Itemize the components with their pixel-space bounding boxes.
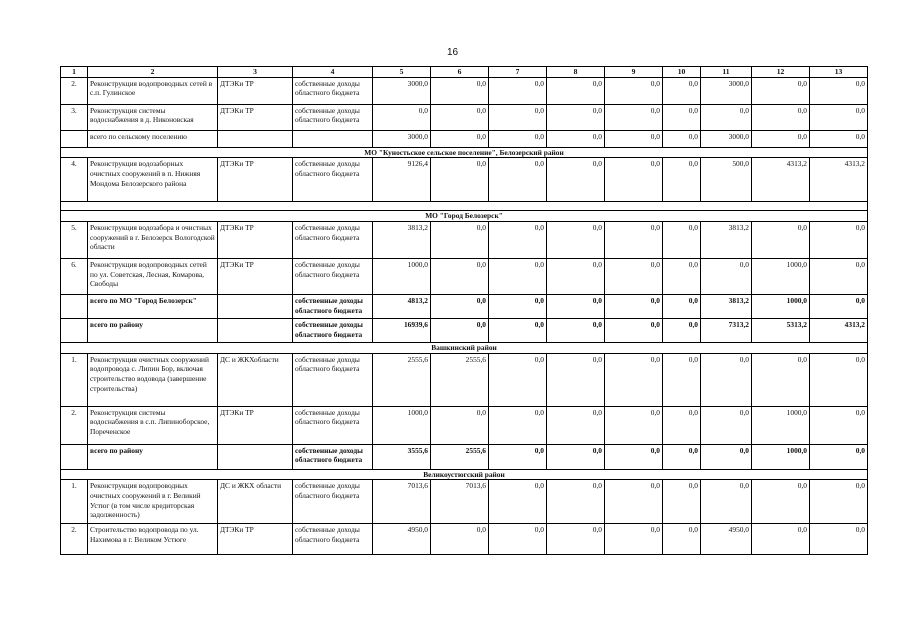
amount-cell: 0,0 [810,353,868,406]
amount-cell: 0,0 [810,295,868,319]
column-header: 13 [810,67,868,78]
amount-cell: 0,0 [701,480,752,524]
column-header: 1 [61,67,88,78]
total-row [61,295,868,319]
funding-source: собственные доходы областного бюджета [293,480,373,524]
table-row [61,353,868,406]
project-name: Реконструкция водопроводных сетей в с.п. Гулинское [88,77,218,104]
row-number: 2. [61,406,88,444]
amount-cell: 0,0 [431,104,489,130]
amount-cell: 0,0 [663,406,701,444]
responsible-org [218,319,293,343]
column-header: 5 [373,67,431,78]
funding-source: собственные доходы областного бюджета [293,524,373,555]
amount-cell: 4813,2 [373,295,431,319]
section-header-row [61,469,868,480]
table-row [61,222,868,259]
budget-table [60,66,868,555]
amount-cell: 0,0 [663,222,701,259]
responsible-org: ДТЭКи ТР [218,77,293,104]
funding-source: собственные доходы областного бюджета [293,295,373,319]
project-name: всего по сельскому поселению [88,130,218,147]
project-name: Реконструкция системы водоснабжения в с.п. Липиноборское, Пореченское [88,406,218,444]
amount-cell: 0,0 [663,77,701,104]
amount-cell: 0,0 [489,104,547,130]
amount-cell: 0,0 [701,259,752,295]
column-header: 11 [701,67,752,78]
amount-cell: 3813,2 [701,295,752,319]
amount-cell: 0,0 [547,353,605,406]
column-header: 7 [489,67,547,78]
row-number: 1. [61,353,88,406]
amount-cell: 1000,0 [373,406,431,444]
amount-cell: 0,0 [605,480,663,524]
responsible-org [218,444,293,469]
project-name: Реконструкция системы водоснабжения в д. Никоновская [88,104,218,130]
amount-cell: 5313,2 [752,319,810,343]
amount-cell: 0,0 [810,130,868,147]
amount-cell: 0,0 [810,104,868,130]
table-row [61,158,868,202]
amount-cell: 1000,0 [752,444,810,469]
row-number: 4. [61,158,88,202]
amount-cell: 0,0 [752,130,810,147]
amount-cell: 0,0 [605,130,663,147]
amount-cell: 0,0 [547,158,605,202]
amount-cell: 4950,0 [373,524,431,555]
amount-cell: 0,0 [547,259,605,295]
responsible-org: ДТЭКи ТР [218,524,293,555]
project-name: всего по району [88,319,218,343]
amount-cell: 4313,2 [752,158,810,202]
responsible-org: ДТЭКи ТР [218,104,293,130]
amount-cell: 0,0 [752,480,810,524]
amount-cell: 0,0 [489,524,547,555]
amount-cell: 0,0 [489,158,547,202]
row-number [61,130,88,147]
amount-cell: 0,0 [547,406,605,444]
amount-cell: 0,0 [431,222,489,259]
responsible-org: ДТЭКи ТР [218,158,293,202]
funding-source: собственные доходы областного бюджета [293,158,373,202]
amount-cell: 0,0 [431,295,489,319]
amount-cell: 0,0 [752,77,810,104]
amount-cell: 0,0 [431,524,489,555]
amount-cell: 0,0 [663,259,701,295]
amount-cell: 0,0 [605,524,663,555]
amount-cell: 0,0 [373,104,431,130]
responsible-org: ДС и ЖКХобласти [218,353,293,406]
spacer-cell [61,202,868,211]
amount-cell: 0,0 [605,77,663,104]
amount-cell: 0,0 [663,319,701,343]
amount-cell: 0,0 [701,353,752,406]
amount-cell: 0,0 [663,295,701,319]
amount-cell: 16939,6 [373,319,431,343]
row-number: 6. [61,259,88,295]
section-title: Вашкинский район [61,343,868,354]
total-row [61,319,868,343]
amount-cell: 4313,2 [810,319,868,343]
amount-cell: 1000,0 [752,295,810,319]
project-name: всего по району [88,444,218,469]
amount-cell: 500,0 [701,158,752,202]
amount-cell: 0,0 [605,353,663,406]
amount-cell: 0,0 [547,222,605,259]
spacer-row [61,202,868,211]
total-row [61,130,868,147]
section-title: Великоустюгский район [61,469,868,480]
row-number: 2. [61,524,88,555]
amount-cell: 0,0 [431,319,489,343]
amount-cell: 3000,0 [701,77,752,104]
page-number: 16 [446,47,459,58]
column-header: 2 [88,67,218,78]
amount-cell: 2555,6 [431,353,489,406]
table-row [61,480,868,524]
amount-cell: 0,0 [810,222,868,259]
amount-cell: 0,0 [547,130,605,147]
funding-source: собственные доходы областного бюджета [293,222,373,259]
amount-cell: 0,0 [810,259,868,295]
amount-cell: 0,0 [489,406,547,444]
amount-cell: 0,0 [605,222,663,259]
funding-source: собственные доходы областного бюджета [293,444,373,469]
amount-cell: 0,0 [547,524,605,555]
amount-cell: 0,0 [489,480,547,524]
amount-cell: 0,0 [605,158,663,202]
amount-cell: 0,0 [547,77,605,104]
amount-cell: 0,0 [663,353,701,406]
column-header: 9 [605,67,663,78]
amount-cell: 0,0 [605,319,663,343]
column-header: 10 [663,67,701,78]
amount-cell: 0,0 [431,406,489,444]
amount-cell: 0,0 [752,524,810,555]
amount-cell: 0,0 [547,444,605,469]
responsible-org: ДТЭКи ТР [218,259,293,295]
amount-cell: 0,0 [489,295,547,319]
amount-cell: 3813,2 [373,222,431,259]
table-header-row [61,67,868,78]
project-name: Реконструкция водопроводных очистных сооружений в г. Великий Устюг (в том числе кредиторская задолженность) [88,480,218,524]
amount-cell: 0,0 [547,295,605,319]
section-header-row [61,147,868,158]
amount-cell: 0,0 [810,480,868,524]
amount-cell: 3555,6 [373,444,431,469]
column-header: 4 [293,67,373,78]
amount-cell: 7013,6 [431,480,489,524]
row-number: 3. [61,104,88,130]
row-number [61,444,88,469]
responsible-org [218,295,293,319]
amount-cell: 0,0 [701,406,752,444]
table-row [61,77,868,104]
responsible-org: ДТЭКи ТР [218,406,293,444]
row-number: 1. [61,480,88,524]
column-header: 6 [431,67,489,78]
amount-cell: 9126,4 [373,158,431,202]
amount-cell: 0,0 [547,104,605,130]
amount-cell: 0,0 [810,444,868,469]
amount-cell: 0,0 [663,524,701,555]
amount-cell: 1000,0 [373,259,431,295]
project-name: Строительство водопровода по ул. Нахимова в г. Великом Устюге [88,524,218,555]
amount-cell: 0,0 [605,259,663,295]
amount-cell: 3000,0 [373,77,431,104]
responsible-org: ДТЭКи ТР [218,222,293,259]
amount-cell: 0,0 [489,353,547,406]
amount-cell: 3000,0 [373,130,431,147]
responsible-org: ДС и ЖКХ области [218,480,293,524]
section-header-row [61,343,868,354]
amount-cell: 3000,0 [701,130,752,147]
amount-cell: 0,0 [752,222,810,259]
amount-cell: 2555,6 [373,353,431,406]
amount-cell: 0,0 [663,444,701,469]
funding-source: собственные доходы областного бюджета [293,77,373,104]
amount-cell: 0,0 [605,406,663,444]
table-row [61,524,868,555]
amount-cell: 0,0 [605,444,663,469]
funding-source [293,130,373,147]
amount-cell: 0,0 [605,295,663,319]
funding-source: собственные доходы областного бюджета [293,319,373,343]
project-name: Реконструкция очистных сооружений водопровода с. Липин Бор, включая строительство водовода (завершение строительства) [88,353,218,406]
column-header: 8 [547,67,605,78]
responsible-org [218,130,293,147]
amount-cell: 4950,0 [701,524,752,555]
amount-cell: 0,0 [547,480,605,524]
project-name: Реконструкция водозаборных очистных сооружений в п. Нижняя Мондома Белозерского района [88,158,218,202]
amount-cell: 0,0 [547,319,605,343]
total-row [61,444,868,469]
amount-cell: 0,0 [663,104,701,130]
amount-cell: 0,0 [489,130,547,147]
project-name: Реконструкция водопроводных сетей по ул. Советская, Лесная, Комарова, Свободы [88,259,218,295]
amount-cell: 0,0 [810,406,868,444]
amount-cell: 1000,0 [752,406,810,444]
table-row [61,104,868,130]
amount-cell: 0,0 [431,77,489,104]
row-number: 5. [61,222,88,259]
table-body [61,77,868,555]
amount-cell: 0,0 [489,259,547,295]
amount-cell: 0,0 [489,319,547,343]
amount-cell: 0,0 [431,158,489,202]
amount-cell: 0,0 [752,104,810,130]
amount-cell: 0,0 [701,104,752,130]
column-header: 12 [752,67,810,78]
row-number [61,295,88,319]
amount-cell: 7313,2 [701,319,752,343]
amount-cell: 0,0 [810,77,868,104]
project-name: Реконструкция водозабора и очистных сооружений в г. Белозерск Вологодской области [88,222,218,259]
amount-cell: 0,0 [431,259,489,295]
section-title: МО "Куностьское сельское поселение", Белозерский район [61,147,868,158]
section-header-row [61,211,868,222]
amount-cell: 0,0 [663,130,701,147]
funding-source: собственные доходы областного бюджета [293,259,373,295]
funding-source: собственные доходы областного бюджета [293,353,373,406]
amount-cell: 0,0 [752,353,810,406]
amount-cell: 7013,6 [373,480,431,524]
funding-source: собственные доходы областного бюджета [293,104,373,130]
amount-cell: 0,0 [701,444,752,469]
section-title: МО "Город Белозерск" [61,211,868,222]
table-row [61,406,868,444]
table-row [61,259,868,295]
amount-cell: 0,0 [431,130,489,147]
amount-cell: 1000,0 [752,259,810,295]
amount-cell: 3813,2 [701,222,752,259]
amount-cell: 0,0 [489,444,547,469]
amount-cell: 0,0 [489,222,547,259]
amount-cell: 2555,6 [431,444,489,469]
funding-source: собственные доходы областного бюджета [293,406,373,444]
amount-cell: 0,0 [810,524,868,555]
row-number: 2. [61,77,88,104]
amount-cell: 0,0 [663,158,701,202]
amount-cell: 4313,2 [810,158,868,202]
amount-cell: 0,0 [605,104,663,130]
project-name: всего по МО "Город Белозерск" [88,295,218,319]
amount-cell: 0,0 [663,480,701,524]
row-number [61,319,88,343]
amount-cell: 0,0 [489,77,547,104]
column-header: 3 [218,67,293,78]
